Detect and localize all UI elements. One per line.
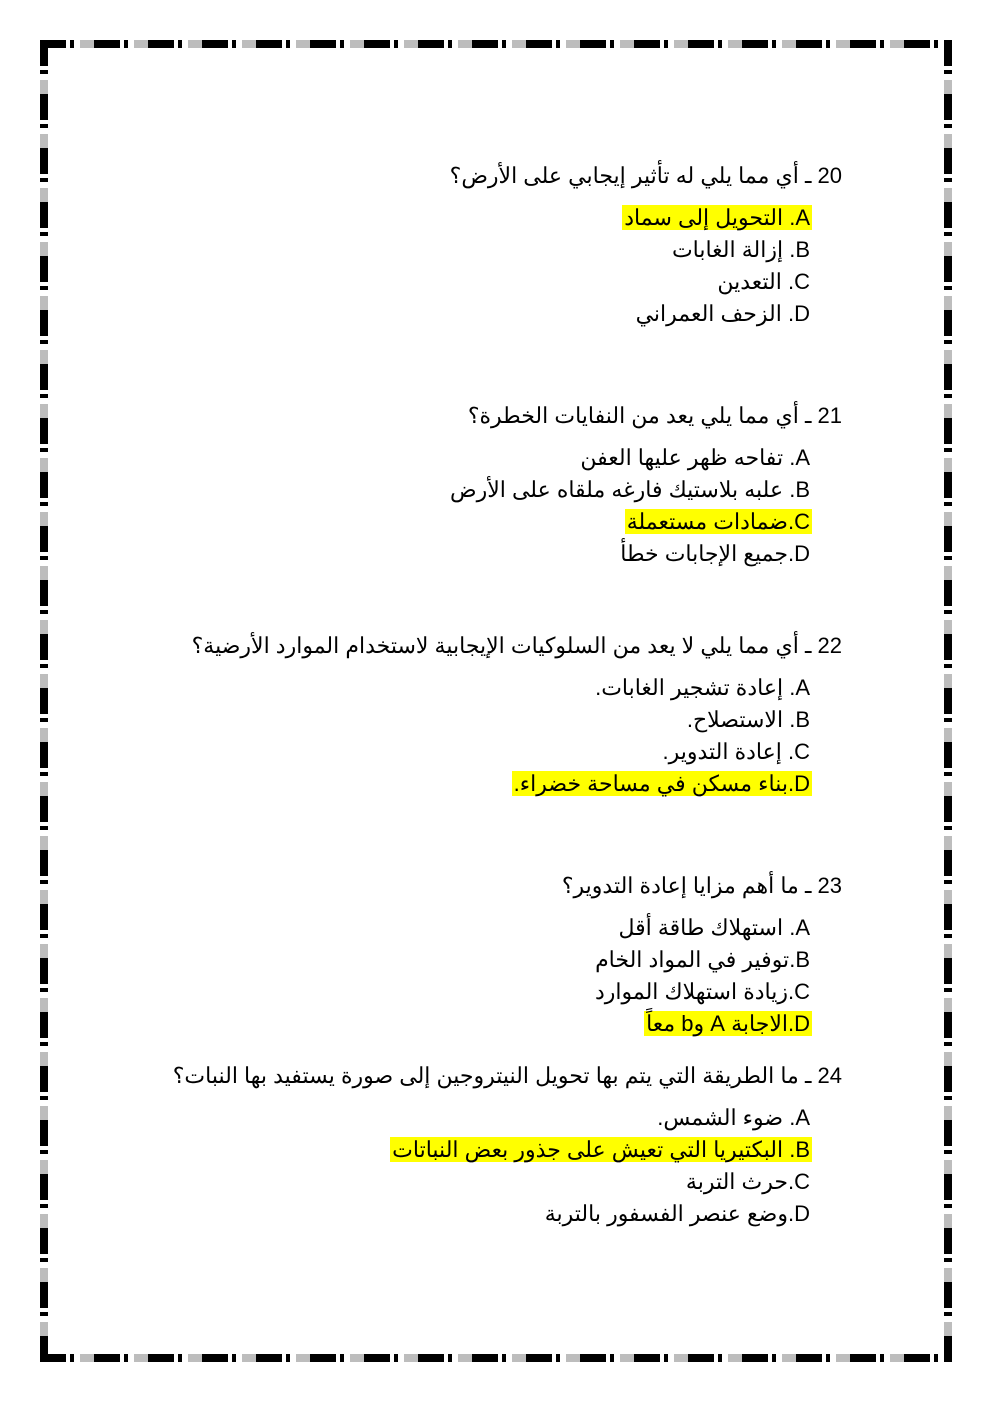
option-text: الاستصلاح. — [686, 707, 784, 732]
option-body: A. التحويل إلى سماد — [624, 205, 810, 230]
option-text: تفاحه ظهر عليها العفن — [580, 445, 784, 470]
option-text: ضوء الشمس. — [657, 1105, 784, 1130]
option-letter: A — [795, 675, 810, 700]
option-body: C.ضمادات مستعملة — [626, 509, 810, 534]
option-text: إعادة التدوير. — [662, 739, 782, 764]
option-body: D.وضع عنصر الفسفور بالتربة — [544, 1201, 810, 1226]
option-b — [562, 944, 812, 976]
option-letter: A — [795, 445, 810, 470]
option-body: B. الاستصلاح. — [686, 707, 810, 732]
option-d — [562, 1008, 812, 1040]
option-b — [192, 704, 812, 736]
option-a — [192, 672, 812, 704]
option-letter: D — [794, 541, 810, 566]
option-text: بناء مسكن في مساحة خضراء. — [513, 771, 788, 796]
question-text: 22 ـ أي مما يلي لا يعد من السلوكيات الإيجابية لاستخدام الموارد الأرضية؟ — [191, 633, 842, 658]
option-body: C.زيادة استهلاك الموارد — [594, 979, 810, 1004]
options-list — [173, 1102, 842, 1230]
option-text: حرث التربة — [685, 1169, 788, 1194]
option-letter: C — [794, 979, 810, 1004]
option-b — [450, 234, 812, 266]
option-text: الزحف العمراني — [635, 301, 782, 326]
option-a — [562, 912, 812, 944]
option-text: البكتيريا التي تعيش على جذور بعض النباتات — [392, 1137, 784, 1162]
option-letter: B — [795, 237, 810, 262]
option-letter: B — [795, 707, 810, 732]
question-21 — [448, 400, 842, 570]
options-list — [192, 672, 842, 800]
question-24 — [173, 1060, 842, 1230]
option-c — [192, 736, 812, 768]
option-letter: C — [794, 269, 810, 294]
option-letter: C — [794, 509, 810, 534]
option-body: D.الاجابة A وb معاً — [646, 1011, 810, 1036]
option-body: C.حرث التربة — [685, 1169, 810, 1194]
option-body: D.بناء مسكن في مساحة خضراء. — [513, 771, 810, 796]
question-text: 20 ـ أي مما يلي له تأثير إيجابي على الأرض؟ — [449, 163, 842, 188]
option-body: C. التعدين — [717, 269, 810, 294]
option-body: B. البكتيريا التي تعيش على جذور بعض النباتات — [392, 1137, 810, 1162]
page-border-right — [944, 40, 952, 1362]
option-c — [448, 506, 812, 538]
option-body: A. ضوء الشمس. — [657, 1105, 810, 1130]
option-d — [448, 538, 812, 570]
option-d — [173, 1198, 812, 1230]
option-text: جميع الإجابات خطأ — [620, 541, 788, 566]
option-a — [173, 1102, 812, 1134]
option-letter: D — [794, 1201, 810, 1226]
options-list — [450, 202, 842, 330]
page-border-top — [40, 40, 952, 48]
option-letter: C — [794, 1169, 810, 1194]
page-border-bottom — [40, 1354, 952, 1362]
option-text: زيادة استهلاك الموارد — [594, 979, 788, 1004]
option-body: D. الزحف العمراني — [635, 301, 810, 326]
option-letter: D — [794, 771, 810, 796]
option-body: B. إزالة الغابات — [671, 237, 810, 262]
option-letter: A — [795, 1105, 810, 1130]
option-text: إعادة تشجير الغابات. — [595, 675, 784, 700]
option-letter: A — [795, 205, 810, 230]
option-text: وضع عنصر الفسفور بالتربة — [544, 1201, 788, 1226]
option-text: الاجابة A وb معاً — [646, 1011, 788, 1036]
option-c — [173, 1166, 812, 1198]
option-body: A. تفاحه ظهر عليها العفن — [580, 445, 810, 470]
page-border-left — [40, 40, 48, 1362]
option-text: إزالة الغابات — [671, 237, 784, 262]
option-d — [450, 298, 812, 330]
option-text: استهلاك طاقة أقل — [618, 915, 784, 940]
option-letter: D — [794, 1011, 810, 1036]
option-c — [562, 976, 812, 1008]
option-a — [450, 202, 812, 234]
option-text: التعدين — [717, 269, 782, 294]
question-20 — [450, 160, 842, 330]
option-body: A. إعادة تشجير الغابات. — [595, 675, 810, 700]
option-letter: A — [795, 915, 810, 940]
option-a — [448, 442, 812, 474]
option-body: A. استهلاك طاقة أقل — [618, 915, 810, 940]
question-text: 24 ـ ما الطريقة التي يتم بها تحويل النيتروجين إلى صورة يستفيد بها النبات؟ — [172, 1063, 842, 1088]
option-text: التحويل إلى سماد — [624, 205, 784, 230]
question-text: 21 ـ أي مما يلي يعد من النفايات الخطرة؟ — [467, 403, 842, 428]
option-letter: B — [795, 1137, 810, 1162]
options-list — [562, 912, 842, 1040]
option-body: D.جميع الإجابات خطأ — [620, 541, 810, 566]
option-c — [450, 266, 812, 298]
options-list — [448, 442, 842, 570]
option-body: C. إعادة التدوير. — [662, 739, 810, 764]
option-letter: C — [794, 739, 810, 764]
option-b — [448, 474, 812, 506]
option-body: B. علبه بلاستيك فارغه ملقاه على الأرض — [449, 477, 810, 502]
question-23 — [562, 870, 842, 1040]
option-text: توفير في المواد الخام — [595, 947, 790, 972]
option-letter: B — [795, 947, 810, 972]
option-letter: B — [795, 477, 810, 502]
option-d — [192, 768, 812, 800]
option-b — [173, 1134, 812, 1166]
question-22 — [192, 630, 842, 800]
option-letter: D — [794, 301, 810, 326]
option-body: B.توفير في المواد الخام — [595, 947, 810, 972]
question-text: 23 ـ ما أهم مزايا إعادة التدوير؟ — [561, 873, 842, 898]
option-text: ضمادات مستعملة — [626, 509, 788, 534]
option-text: علبه بلاستيك فارغه ملقاه على الأرض — [449, 477, 784, 502]
